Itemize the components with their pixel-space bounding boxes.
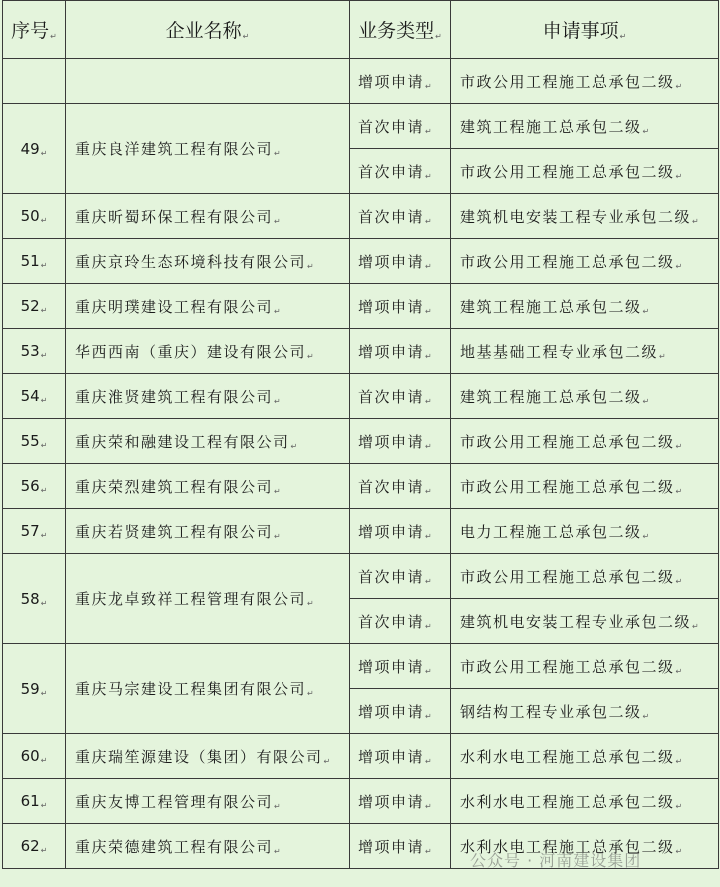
application-item-cell: 建筑工程施工总承包二级↵ [451, 374, 719, 419]
company-name-cell: 重庆马宗建设工程集团有限公司↵ [66, 644, 350, 734]
application-item-cell: 建筑工程施工总承包二级↵ [451, 104, 719, 149]
business-type-cell: 增项申请↵ [350, 329, 451, 374]
row-number-cell: 57↵ [3, 509, 66, 554]
business-type-cell: 增项申请↵ [350, 509, 451, 554]
company-name-cell: 重庆若贤建筑工程有限公司↵ [66, 509, 350, 554]
header-row [3, 1, 719, 59]
company-name-cell: 重庆京玲生态环境科技有限公司↵ [66, 239, 350, 284]
application-item-cell: 市政公用工程施工总承包二级↵ [451, 149, 719, 194]
company-name-cell: 重庆荣和融建设工程有限公司↵ [66, 419, 350, 464]
application-item-cell: 地基基础工程专业承包二级↵ [451, 329, 719, 374]
application-item-cell: 建筑机电安装工程专业承包二级↵ [451, 599, 719, 644]
application-item-cell: 市政公用工程施工总承包二级↵ [451, 644, 719, 689]
row-number-cell: 58↵ [3, 554, 66, 644]
table-row [3, 734, 719, 779]
business-type-cell: 增项申请↵ [350, 59, 451, 104]
business-type-cell: 增项申请↵ [350, 779, 451, 824]
application-item-cell: 建筑工程施工总承包二级↵ [451, 284, 719, 329]
application-item-cell: 电力工程施工总承包二级↵ [451, 509, 719, 554]
table-row [3, 644, 719, 689]
business-type-cell: 首次申请↵ [350, 194, 451, 239]
business-type-cell: 首次申请↵ [350, 149, 451, 194]
table-row [3, 239, 719, 284]
row-number-cell: 54↵ [3, 374, 66, 419]
row-number-cell: 62↵ [3, 824, 66, 869]
application-item-cell: 建筑机电安装工程专业承包二级↵ [451, 194, 719, 239]
company-name-cell [66, 59, 350, 104]
table-row [3, 59, 719, 104]
row-number-cell: 55↵ [3, 419, 66, 464]
business-type-cell: 增项申请↵ [350, 239, 451, 284]
business-type-cell: 首次申请↵ [350, 374, 451, 419]
application-item-cell: 市政公用工程施工总承包二级↵ [451, 554, 719, 599]
table-row [3, 554, 719, 599]
header-company: 企业名称↵ [66, 1, 350, 59]
row-number-cell: 60↵ [3, 734, 66, 779]
row-number-cell: 61↵ [3, 779, 66, 824]
business-type-cell: 增项申请↵ [350, 644, 451, 689]
application-item-cell: 市政公用工程施工总承包二级↵ [451, 419, 719, 464]
table-row [3, 779, 719, 824]
company-name-cell: 重庆昕蜀环保工程有限公司↵ [66, 194, 350, 239]
table-row [3, 419, 719, 464]
company-name-cell: 重庆淮贤建筑工程有限公司↵ [66, 374, 350, 419]
application-item-cell: 水利水电工程施工总承包二级↵ [451, 824, 719, 869]
application-item-cell: 钢结构工程专业承包二级↵ [451, 689, 719, 734]
business-type-cell: 增项申请↵ [350, 419, 451, 464]
company-name-cell: 重庆友博工程管理有限公司↵ [66, 779, 350, 824]
table-row [3, 284, 719, 329]
table-row [3, 104, 719, 149]
business-type-cell: 增项申请↵ [350, 734, 451, 779]
application-item-cell: 水利水电工程施工总承包二级↵ [451, 734, 719, 779]
table-row [3, 509, 719, 554]
row-number-cell: 53↵ [3, 329, 66, 374]
business-type-cell: 增项申请↵ [350, 284, 451, 329]
table-body [3, 59, 719, 869]
company-name-cell: 重庆龙卓致祥工程管理有限公司↵ [66, 554, 350, 644]
row-number-cell: 52↵ [3, 284, 66, 329]
company-name-cell: 重庆良洋建筑工程有限公司↵ [66, 104, 350, 194]
header-item: 申请事项↵ [451, 1, 719, 59]
company-name-cell: 重庆荣德建筑工程有限公司↵ [66, 824, 350, 869]
company-name-cell: 重庆瑞笙源建设（集团）有限公司↵ [66, 734, 350, 779]
business-type-cell: 首次申请↵ [350, 599, 451, 644]
business-type-cell: 首次申请↵ [350, 104, 451, 149]
header-no: 序号↵ [3, 1, 66, 59]
application-item-cell: 市政公用工程施工总承包二级↵ [451, 59, 719, 104]
row-number-cell: 56↵ [3, 464, 66, 509]
row-number-cell: 49↵ [3, 104, 66, 194]
table-row [3, 329, 719, 374]
row-number-cell [3, 59, 66, 104]
row-number-cell: 50↵ [3, 194, 66, 239]
company-name-cell: 华西西南（重庆）建设有限公司↵ [66, 329, 350, 374]
company-name-cell: 重庆荣烈建筑工程有限公司↵ [66, 464, 350, 509]
watermark: 公众号 · 河南建设集团 [470, 851, 642, 870]
application-item-cell: 市政公用工程施工总承包二级↵ [451, 239, 719, 284]
application-item-cell: 市政公用工程施工总承包二级↵ [451, 464, 719, 509]
business-type-cell: 首次申请↵ [350, 464, 451, 509]
business-type-cell: 增项申请↵ [350, 824, 451, 869]
business-type-cell: 首次申请↵ [350, 554, 451, 599]
application-item-cell: 水利水电工程施工总承包二级↵ [451, 779, 719, 824]
table-row [3, 374, 719, 419]
company-name-cell: 重庆明璞建设工程有限公司↵ [66, 284, 350, 329]
header-type: 业务类型↵ [350, 1, 451, 59]
table-row [3, 464, 719, 509]
row-number-cell: 59↵ [3, 644, 66, 734]
row-number-cell: 51↵ [3, 239, 66, 284]
qualification-table [2, 0, 719, 869]
business-type-cell: 增项申请↵ [350, 689, 451, 734]
table-row [3, 194, 719, 239]
